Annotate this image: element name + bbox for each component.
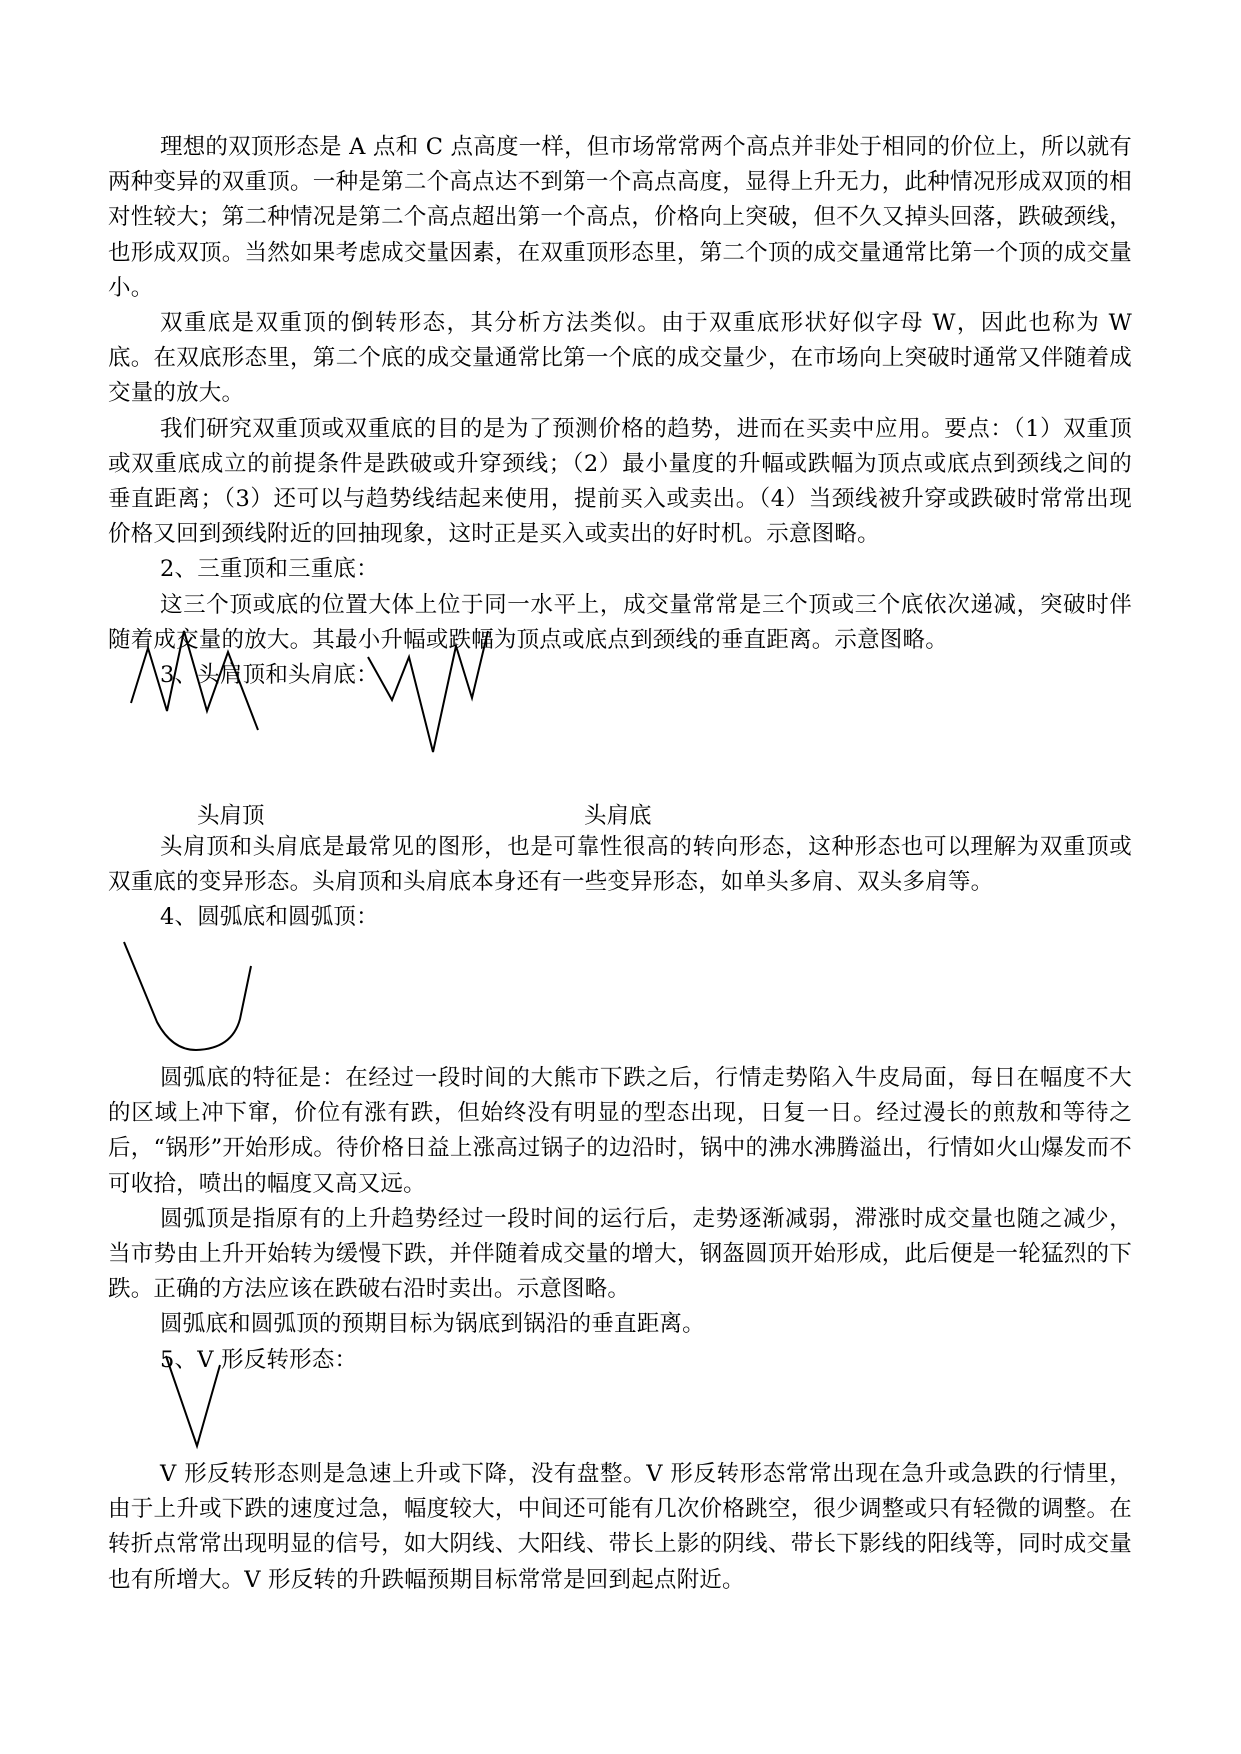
paragraph-rounding-target: 圆弧底和圆弧顶的预期目标为锅底到锅沿的垂直距离。 — [160, 1311, 705, 1338]
paragraph-double-top: 理想的双顶形态是 A 点和 C 点高度一样，但市场常常两个高点并非处于相同的价位上，所以就有两种变异的双重顶。一种是第二个高点达不到第一个高点高度，显得上升无力，此种情况形成双顶的相对性较大；第二种情况是第二个高点超出第一个高点，价格向上突破，但不久又掉头回落，跌破颈线，也形成双顶。当然如果考虑成交量因素，在双重顶形态里，第二个顶的成交量通常比第一个顶的成交量小。 — [108, 134, 1132, 301]
paragraph-v-reversal: V 形反转形态则是急速上升或下降，没有盘整。V 形反转形态常常出现在急升或急跌的行情里，由于上升或下跌的速度过急，幅度较大，中间还可能有几次价格跳空，很少调整或只有轻微的调整。在转折点常常出现明显的信号，如大阴线、大阳线、带长上影的阴线、带长下影线的阳线等，同时成交量也有所增大。V 形反转的升跌幅预期目标常常是回到起点附近。 — [108, 1461, 1132, 1593]
heading-triple-top: 2、三重顶和三重底： — [160, 556, 379, 583]
v-reversal-line — [166, 1356, 220, 1446]
paragraph-double-bottom: 双重底是双重顶的倒转形态，其分析方法类似。由于双重底形状好似字母 W，因此也称为 W 底。在双底形态里，第二个底的成交量通常比第一个底的成交量少，在市场向上突破时通常又伴随着成交量的放大。 — [108, 310, 1132, 407]
heading-v-reversal: 5、V 形反转形态： — [160, 1346, 358, 1373]
paragraph-triple-top: 这三个顶或底的位置大体上位于同一水平上，成交量常常是三个顶或三个底依次递减，突破时伴随着成交量的放大。其最小升幅或跌幅为顶点或底点到颈线的垂直距离。示意图略。 — [108, 591, 1132, 653]
paragraph-double-usage: 我们研究双重顶或双重底的目的是为了预测价格的趋势，进而在买卖中应用。要点：（1）双重顶或双重底成立的前提条件是跌破或升穿颈线；（2）最小量度的升幅或跌幅为顶点或底点到颈线之间的垂直距离；（3）还可以与趋势线结起来使用，提前买入或卖出。（4）当颈线被升穿或跌破时常常出现价格又回到颈线附近的回抽现象，这时正是买入或卖出的好时机。示意图略。 — [108, 415, 1132, 548]
paragraph-rounding-bottom: 圆弧底的特征是：在经过一段时间的大熊市下跌之后，行情走势陷入牛皮局面，每日在幅度不大的区域上冲下窜，价位有涨有跌，但始终没有明显的型态出现，日复一日。经过漫长的煎敖和等待之后，“锅形”开始形成。待价格日益上涨高过锅子的边沿时，锅中的沸水沸腾溢出，行情如火山爆发而不可收拾，喷出的幅度又高又远。 — [108, 1065, 1132, 1197]
heading-rounding: 4、圆弧底和圆弧顶： — [160, 904, 379, 931]
head-shoulders-top-label: 头肩顶 — [197, 803, 265, 829]
paragraph-rounding-top: 圆弧顶是指原有的上升趋势经过一段时间的运行后，走势逐渐减弱，滞涨时成交量也随之减少，当市势由上升开始转为缓慢下跌，并伴随着成交量的增大，钢盔圆顶开始形成，此后便是一轮猛烈的下跌。正确的方法应该在跌破右沿时卖出。示意图略。 — [108, 1205, 1132, 1303]
heading-head-shoulders: 3、头肩顶和头肩底： — [160, 662, 379, 689]
paragraph-head-shoulders: 头肩顶和头肩底是最常见的图形，也是可靠性很高的转向形态，这种形态也可以理解为双重顶或双重底的变异形态。头肩顶和头肩底本身还有一些变异形态，如单头多肩、双头多肩等。 — [108, 834, 1132, 896]
head-shoulders-bottom-label: 头肩底 — [584, 803, 652, 829]
text-block-4 — [108, 1457, 1132, 1598]
